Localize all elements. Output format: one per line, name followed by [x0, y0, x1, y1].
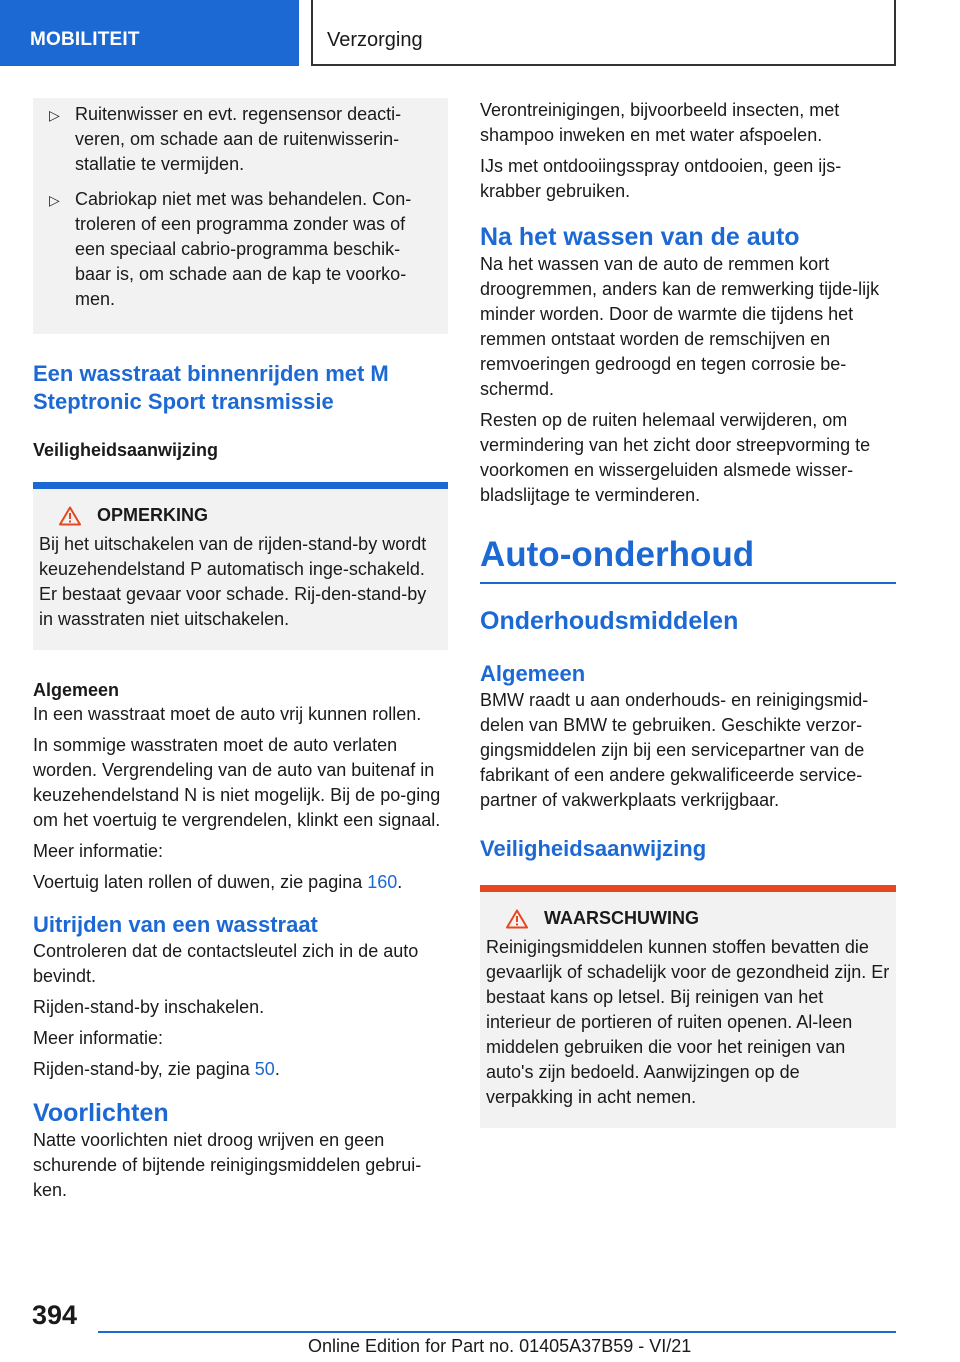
- more-info-label: Meer informatie:: [33, 841, 164, 861]
- notice-box: [33, 482, 448, 650]
- reference-end: .: [274, 1059, 280, 1079]
- cleaning-paragraph-1: Verontreinigingen, bijvoorbeeld insecten, met shampoo inweken en met water afspoelen.: [480, 100, 840, 145]
- left-column: [33, 98, 448, 1209]
- reference-text: Rijden-stand-by, zie pagina: [33, 1059, 255, 1079]
- notice-title: [39, 505, 442, 526]
- list-item-text: Ruitenwisser en evt. regensensor deacti-veren, om schade aan de ruitenwisserin-stallatie te vermijden.: [75, 104, 402, 174]
- after-wash-paragraph-2: Resten op de ruiten helemaal verwijderen, om vermindering van het zicht door streepvorming te voorkomen en wissergeluiden alsmede wisser-bladslijtage te verminderen.: [480, 410, 871, 505]
- chapter-divider: [480, 582, 896, 584]
- general-paragraph-1: In een wasstraat moet de auto vrij kunnen rollen.: [33, 704, 422, 724]
- warning-triangle-icon: [506, 909, 528, 929]
- section-heading-carwash: Een wasstraat binnenrijden met M Steptronic Sport transmissie: [33, 361, 389, 414]
- more-info-label: Meer informatie:: [33, 1028, 164, 1048]
- triangle-bullet-icon: ▷: [49, 107, 60, 123]
- exit-carwash-heading: Uitrijden van een wasstraat: [33, 912, 318, 937]
- cleaning-paragraph-2: IJs met ontdooiingsspray ontdooien, geen ijs-krabber gebruiken.: [480, 156, 842, 201]
- after-wash-paragraph-1: Na het wassen van de auto de remmen kort droogremmen, anders kan de remwerking tijde-lijk minder worden. Door de warmte die tijdens het remmen ontstaat worden de remschijven en remvoeringen gedroogd en tegen corrosie be-schermd.: [480, 254, 880, 399]
- after-wash-heading: Na het wassen van de auto: [480, 223, 800, 251]
- page-link-160[interactable]: 160: [367, 872, 398, 892]
- reference-end: .: [397, 872, 403, 892]
- warning-text: Reinigingsmiddelen kunnen stoffen bevatten die gevaarlijk of schadelijk voor de gezondheid zijn. Er bestaat kans op letsel. Bij reinigen van het interieur de portieren of ruiten openen. Al-leen middelen gebruiken die voor het reinigen van auto's zijn bedoeld. Aanwijzingen op de verpakking in acht nemen.: [486, 937, 890, 1107]
- notice-label: OPMERKING: [97, 505, 209, 525]
- section-tab: [0, 0, 299, 66]
- warning-box: [480, 885, 896, 1128]
- list-item: [41, 187, 428, 312]
- page-link-50[interactable]: 50: [254, 1059, 275, 1079]
- general-paragraph: BMW raadt u aan onderhouds- en reinigingsmid-delen van BMW te gebruiken. Geschikte verzor-gingsmiddelen zijn bij een servicepartner van de fabrikant of een andere gekwalificeerde service-partner of vakwerkplaats verkrijgbaar.: [480, 690, 869, 810]
- chapter-title: Verzorging: [327, 29, 423, 51]
- safety-heading: Veiligheidsaanwijzing: [480, 836, 707, 861]
- triangle-bullet-icon: ▷: [49, 192, 60, 208]
- chapter-header: [311, 0, 896, 66]
- products-heading: Onderhoudsmiddelen: [480, 607, 739, 635]
- section-title: MOBILITEIT: [30, 29, 140, 50]
- reference-paragraph-2: [33, 1057, 448, 1082]
- exit-paragraph-2: Rijden-stand-by inschakelen.: [33, 997, 265, 1017]
- general-heading: Algemeen: [33, 680, 120, 700]
- list-item: [41, 102, 428, 177]
- footer-divider: [98, 1331, 896, 1333]
- notice-text: Bij het uitschakelen van de rijden-stand-by wordt keuzehendelstand P automatisch inge-schakeld. Er bestaat gevaar voor schade. Rij-den-stand-by in wasstraten niet uitschakelen.: [39, 534, 427, 629]
- right-column: [480, 98, 896, 1128]
- headlights-heading: Voorlichten: [33, 1099, 169, 1127]
- list-item-text: Cabriokap niet met was behandelen. Con-troleren of een programma zonder was of een speciaal cabrio-programma beschik-baar is, om schade aan de kap te voorko-men.: [75, 189, 412, 309]
- reference-text: Voertuig laten rollen of duwen, zie pagina: [33, 872, 368, 892]
- general-heading: Algemeen: [480, 661, 586, 686]
- warning-title: [486, 908, 890, 929]
- chapter-heading: Auto-onderhoud: [480, 535, 755, 574]
- safety-heading: Veiligheidsaanwijzing: [33, 440, 219, 460]
- exit-paragraph-1: Controleren dat de contactsleutel zich in de auto bevindt.: [33, 941, 419, 986]
- general-paragraph-2: In sommige wasstraten moet de auto verlaten worden. Vergrendeling van de auto van buitenaf in keuzehendelstand N is niet mogelijk. Bij de po-ging om het voertuig te vergrendelen, klinkt een signaal.: [33, 735, 441, 830]
- warning-triangle-icon: [59, 506, 81, 526]
- headlights-paragraph: Natte voorlichten niet droog wrijven en geen schurende of bijtende reinigingsmiddelen gebrui-ken.: [33, 1130, 422, 1200]
- edition-note: Online Edition for Part no. 01405A37B59 - VI/21: [308, 1336, 692, 1356]
- warning-label: WAARSCHUWING: [544, 908, 699, 928]
- reference-paragraph-1: [33, 870, 448, 895]
- page-number: 394: [32, 1300, 78, 1330]
- bullet-list-box: [33, 98, 448, 334]
